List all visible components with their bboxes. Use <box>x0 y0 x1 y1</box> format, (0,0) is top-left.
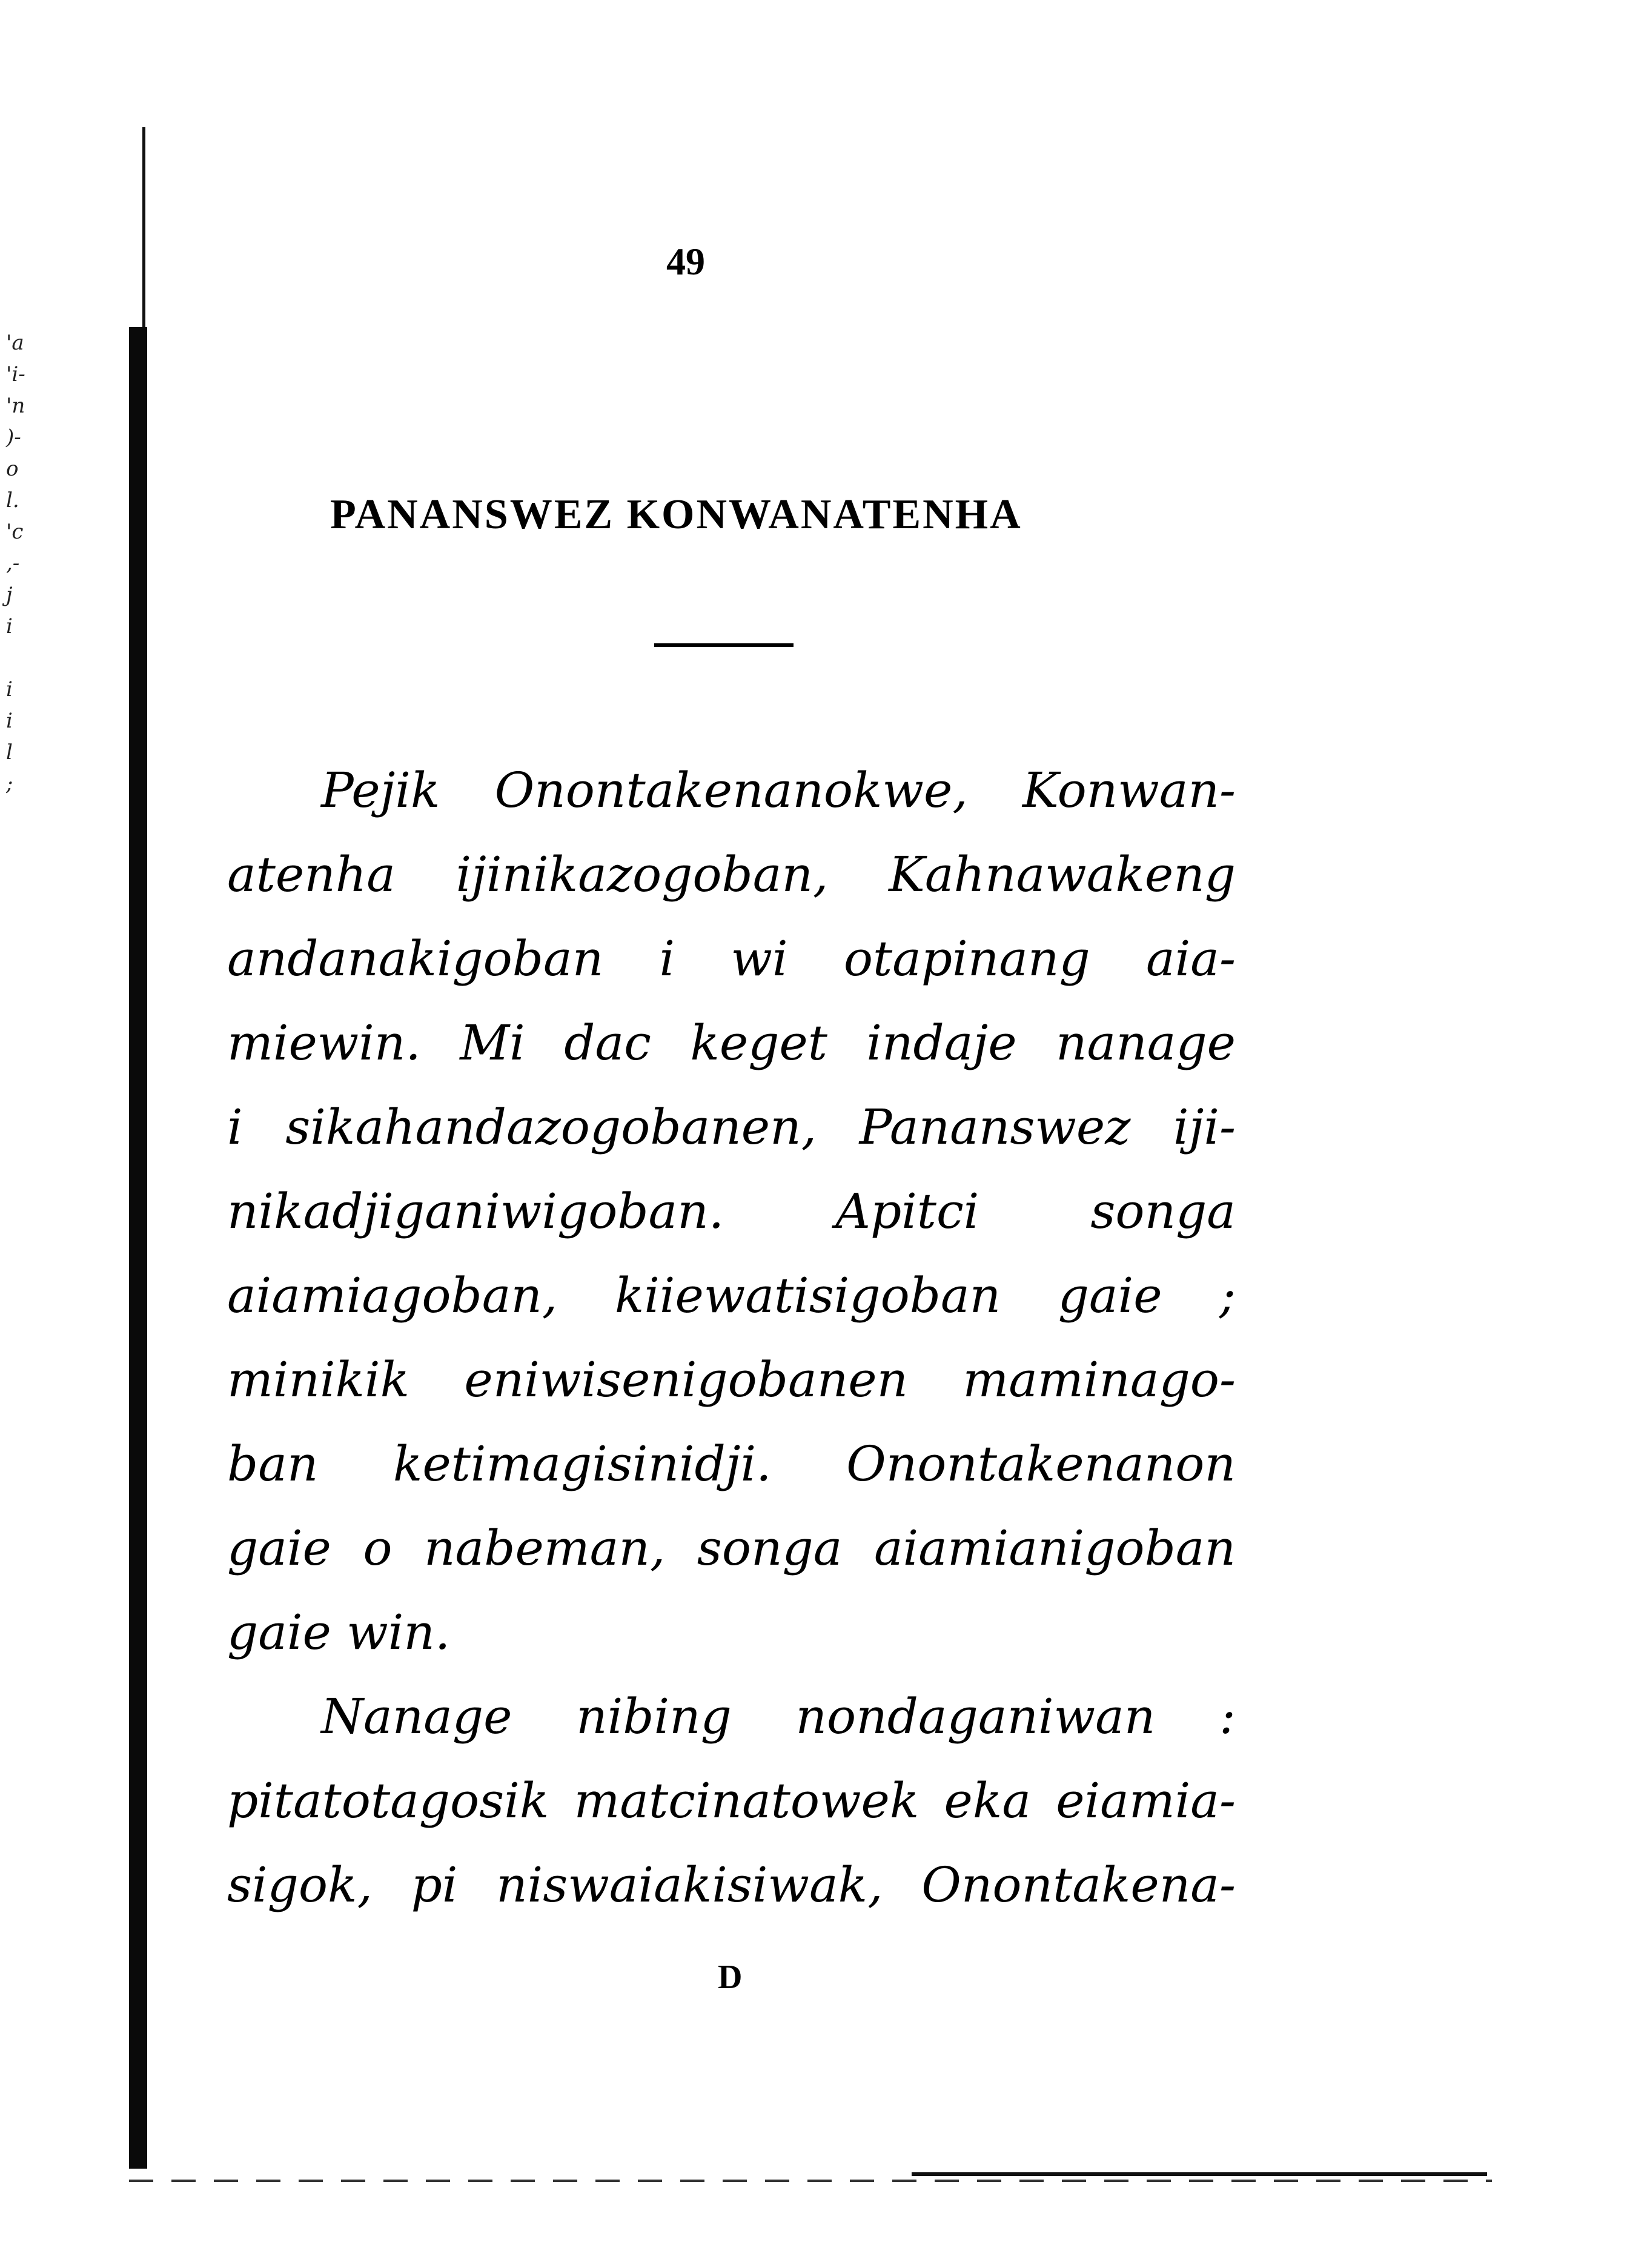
text-line: miewin. Mi dac keget indaje nanage <box>227 1015 1236 1071</box>
page-gutter-thin <box>142 127 145 333</box>
text-line: aiamiagoban, kiiewatisigoban gaie ; <box>227 1267 1236 1324</box>
chapter-title: PANANSWEZ KONWANATENHA <box>330 491 1022 538</box>
text-line: pitatotagosik matcinatowek eka eiamia- <box>227 1772 1236 1829</box>
text-line: sigok, pi niswaiakisiwak, Onontakena- <box>227 1857 1236 1913</box>
text-line: andanakigoban i wi otapinang aia- <box>227 930 1236 987</box>
title-rule <box>654 643 794 647</box>
signature-mark: D <box>718 1958 743 1996</box>
text-line: Pejik Onontakenanokwe, Konwan- <box>321 762 1236 818</box>
page-bottom-edge <box>129 2180 1492 2182</box>
text-line: minikik eniwisenigobanen maminago- <box>227 1351 1236 1408</box>
text-line: nikadjiganiwigoban. Apitci songa <box>227 1183 1236 1239</box>
text-line: ban ketimagisinidji. Onontakenanon <box>227 1436 1236 1492</box>
page-bottom-rule <box>912 2172 1487 2176</box>
body-text <box>227 748 1236 1927</box>
page-gutter-shadow <box>129 327 147 2169</box>
text-line: Nanage nibing nondaganiwan : <box>321 1688 1236 1745</box>
text-line: gaie o nabeman, songa aiamianigoban <box>227 1520 1236 1576</box>
text-line: gaie win. <box>227 1604 451 1660</box>
text-line: atenha ijinikazogoban, Kahnawakeng <box>227 846 1236 903</box>
page-number: 49 <box>666 240 705 283</box>
previous-page-fragments: 'a 'i- 'n )- o l. 'c ,- j i i i l ; <box>6 331 25 796</box>
text-line: i sikahandazogobanen, Pananswez iji- <box>227 1099 1236 1155</box>
